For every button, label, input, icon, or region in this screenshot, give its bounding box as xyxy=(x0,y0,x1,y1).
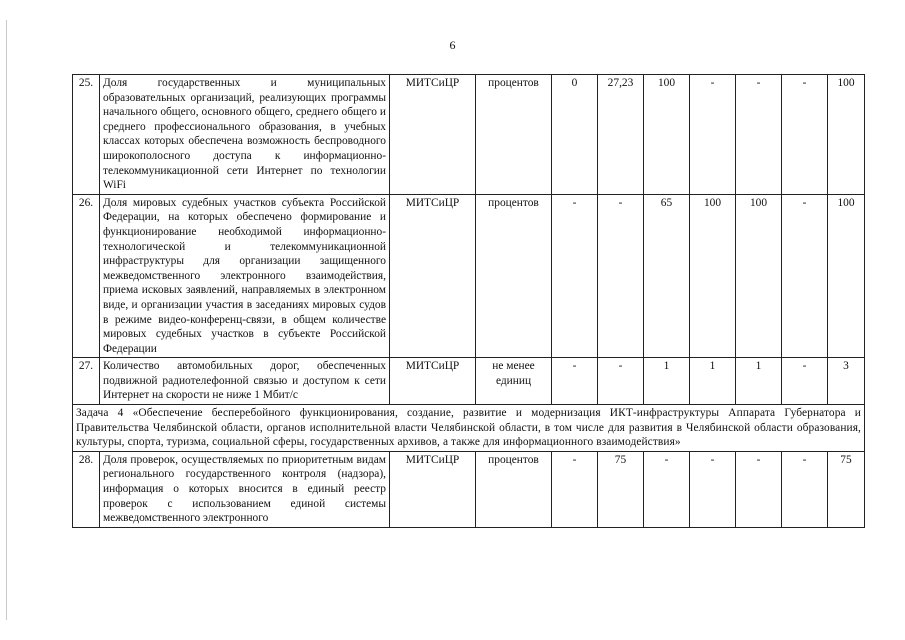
indicator-text: Доля государственных и муниципальных образовательных организаций, реализующих программы начального общего, основного общего, среднего общего и среднего профессионального образования, в учебных классах которых обеспечена возможность беспроводного широкополосного доступа к информационно-телекоммуникационной сети Интернет по технологии WiFi xyxy=(100,75,390,195)
indicator-text: Доля мировых судебных участков субъекта Российской Федерации, на которых обеспечено формирование и функционирование необходимой информационно-технологической и телекоммуникационной инфраструктуры для организации защищенного межведомственного электронного взаимодействия, приема исковых заявлений, направляемых в электронном виде, и организации участия в заседаниях мировых судов в режиме видео-конференц-связи, в общем количестве мировых судебных участков в субъекте Российской Федерации xyxy=(100,194,390,358)
value-cell: - xyxy=(782,358,828,405)
task-heading: Задача 4 «Обеспечение бесперебойного функционирования, создание, развитие и модернизация ИКТ-инфраструктуры Аппарата Губернатора и Правительства Челябинской области, органов исполнительной власти Челябинской области, в том числе для развития в Челябинской области образования, культуры, спорта, туризма, социальной сферы, государственных архивов, а также для информационного взаимодействия» xyxy=(73,405,865,452)
unit-cell: не менее единиц xyxy=(476,358,552,405)
table-row-27 xyxy=(73,358,865,405)
unit-cell: процентов xyxy=(476,75,552,195)
value-cell: - xyxy=(552,194,598,358)
indicator-text: Доля проверок, осуществляемых по приоритетным видам регионального государственного контроля (надзора), информация о которых вносится в единый реестр проверок с использованием единой системы межведомственного электронного xyxy=(100,451,390,527)
value-cell: 1 xyxy=(690,358,736,405)
value-cell: - xyxy=(644,451,690,527)
value-cell: - xyxy=(782,194,828,358)
task-heading-row xyxy=(73,405,865,452)
value-cell: - xyxy=(552,451,598,527)
responsible-cell: МИТСиЦР xyxy=(390,451,476,527)
value-cell: 100 xyxy=(690,194,736,358)
row-number: 28. xyxy=(73,451,100,527)
table-row-25 xyxy=(73,75,865,195)
row-number: 27. xyxy=(73,358,100,405)
value-cell: - xyxy=(598,194,644,358)
indicators-table xyxy=(72,74,865,528)
table-row-26 xyxy=(73,194,865,358)
row-number: 26. xyxy=(73,194,100,358)
value-cell: 0 xyxy=(552,75,598,195)
value-cell: 27,23 xyxy=(598,75,644,195)
responsible-cell: МИТСиЦР xyxy=(390,75,476,195)
value-cell: 1 xyxy=(644,358,690,405)
page-number: 6 xyxy=(449,38,456,52)
value-cell: - xyxy=(736,75,782,195)
value-cell: 1 xyxy=(736,358,782,405)
table-row-28 xyxy=(73,451,865,527)
row-number: 25. xyxy=(73,75,100,195)
value-cell: - xyxy=(552,358,598,405)
value-cell: 100 xyxy=(828,194,865,358)
value-cell: - xyxy=(690,75,736,195)
value-cell: - xyxy=(736,451,782,527)
value-cell: - xyxy=(782,451,828,527)
value-cell: - xyxy=(690,451,736,527)
value-cell: 75 xyxy=(828,451,865,527)
page-edge-line xyxy=(6,20,7,620)
value-cell: - xyxy=(598,358,644,405)
indicator-text: Количество автомобильных дорог, обеспеченных подвижной радиотелефонной связью и доступом к сети Интернет на скорости не ниже 1 Мбит/с xyxy=(100,358,390,405)
unit-cell: процентов xyxy=(476,194,552,358)
responsible-cell: МИТСиЦР xyxy=(390,194,476,358)
value-cell: 75 xyxy=(598,451,644,527)
value-cell: 3 xyxy=(828,358,865,405)
value-cell: 100 xyxy=(736,194,782,358)
value-cell: 100 xyxy=(644,75,690,195)
value-cell: 100 xyxy=(828,75,865,195)
value-cell: - xyxy=(782,75,828,195)
responsible-cell: МИТСиЦР xyxy=(390,358,476,405)
value-cell: 65 xyxy=(644,194,690,358)
unit-cell: процентов xyxy=(476,451,552,527)
